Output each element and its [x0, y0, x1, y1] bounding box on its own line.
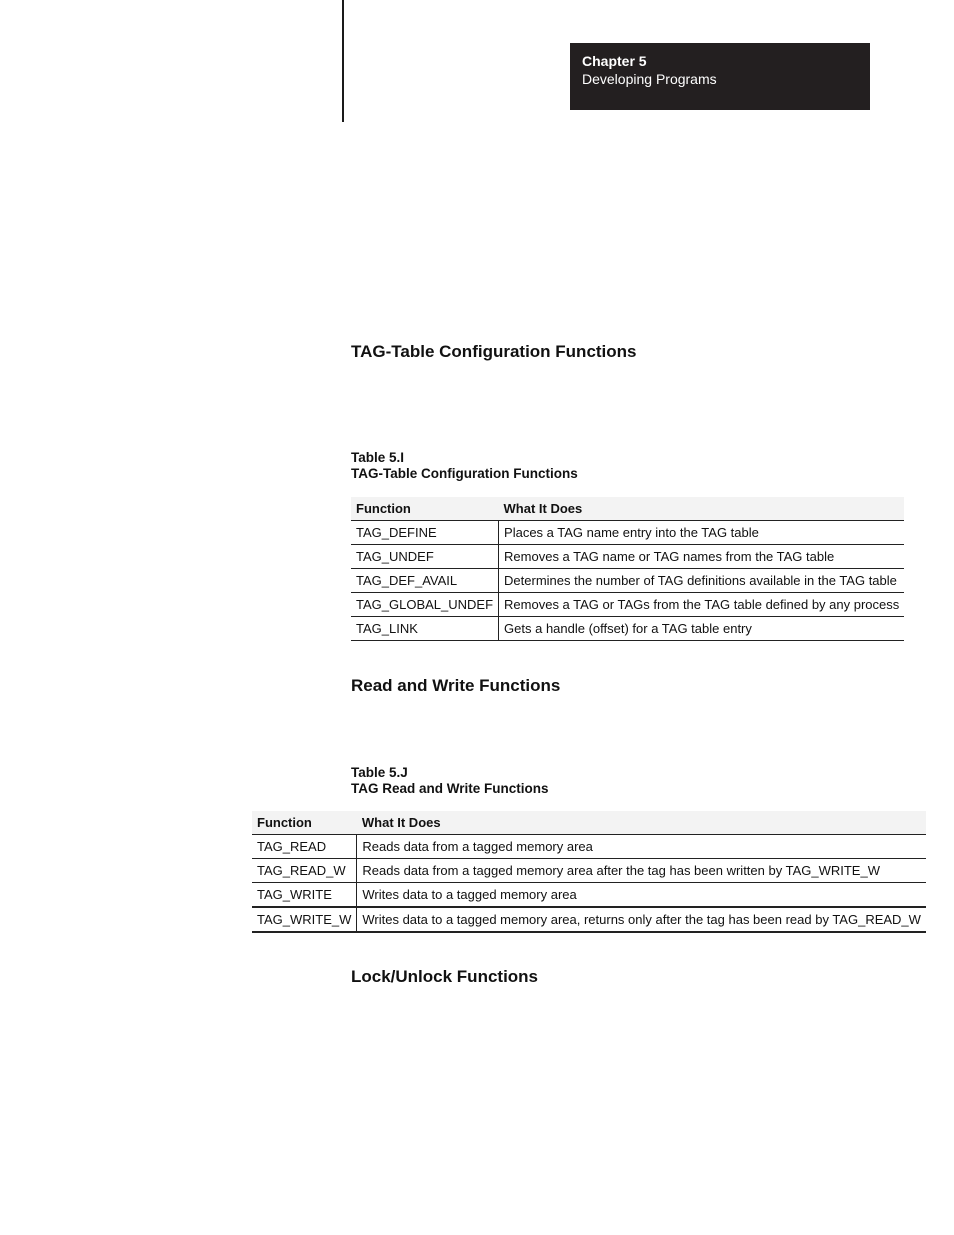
column-header: What It Does	[357, 811, 926, 835]
description-cell: Writes data to a tagged memory area, returns only after the tag has been read by TAG_READ_W	[357, 907, 926, 932]
table-row	[351, 521, 904, 545]
chapter-title: Developing Programs	[582, 71, 717, 87]
function-cell: TAG_GLOBAL_UNDEF	[351, 593, 499, 617]
function-cell: TAG_READ_W	[252, 859, 357, 883]
function-cell: TAG_LINK	[351, 617, 499, 641]
function-cell: TAG_DEF_AVAIL	[351, 569, 499, 593]
description-cell: Places a TAG name entry into the TAG table	[499, 521, 905, 545]
description-cell: Removes a TAG or TAGs from the TAG table defined by any process	[499, 593, 905, 617]
table-header-row	[252, 811, 926, 835]
table-row	[252, 883, 926, 908]
column-header: Function	[252, 811, 357, 835]
function-cell: TAG_UNDEF	[351, 545, 499, 569]
chapter-header	[570, 43, 870, 110]
table-number: Table 5.I	[351, 450, 405, 465]
margin-rule	[342, 0, 344, 122]
section-heading: Read and Write Functions	[351, 676, 561, 695]
table-caption	[351, 450, 578, 482]
description-cell: Gets a handle (offset) for a TAG table entry	[499, 617, 905, 641]
table-caption	[351, 765, 549, 797]
column-header: What It Does	[499, 497, 905, 521]
description-cell: Removes a TAG name or TAG names from the TAG table	[499, 545, 905, 569]
chapter-label: Chapter 5	[582, 53, 647, 69]
description-cell: Determines the number of TAG definitions available in the TAG table	[499, 569, 905, 593]
table-row	[351, 593, 904, 617]
function-cell: TAG_WRITE	[252, 883, 357, 908]
column-header: Function	[351, 497, 499, 521]
table-row	[351, 569, 904, 593]
table-row	[351, 545, 904, 569]
tag-config-table	[351, 497, 904, 641]
description-cell: Writes data to a tagged memory area	[357, 883, 926, 908]
function-cell: TAG_DEFINE	[351, 521, 499, 545]
tag-read-write-table	[252, 811, 926, 933]
section-heading: Lock/Unlock Functions	[351, 967, 539, 986]
table-header-row	[351, 497, 904, 521]
table-row	[351, 617, 904, 641]
table-row	[252, 907, 926, 932]
table-title: TAG-Table Configuration Functions	[351, 466, 578, 481]
table-title: TAG Read and Write Functions	[351, 781, 549, 796]
description-cell: Reads data from a tagged memory area	[357, 835, 926, 859]
function-cell: TAG_WRITE_W	[252, 907, 357, 932]
description-cell: Reads data from a tagged memory area after the tag has been written by TAG_WRITE_W	[357, 859, 926, 883]
table-row	[252, 835, 926, 859]
function-cell: TAG_READ	[252, 835, 357, 859]
table-row	[252, 859, 926, 883]
table-number: Table 5.J	[351, 765, 408, 780]
section-heading: TAG-Table Configuration Functions	[351, 342, 637, 361]
